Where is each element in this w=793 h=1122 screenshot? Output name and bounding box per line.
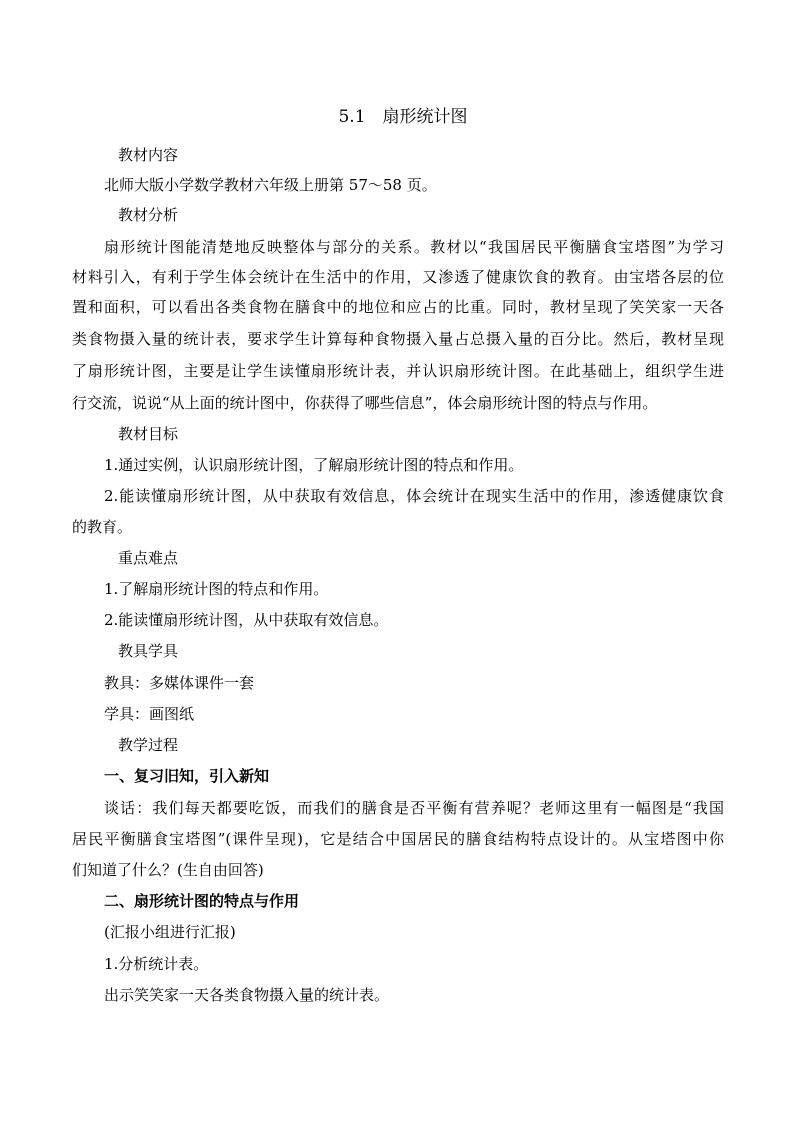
part-2-note: (汇报小组进行汇报) [104,923,236,941]
section-heading-goals: 教材目标 [118,425,179,443]
teacher-tools: 教具：多媒体课件一套 [104,674,255,692]
section-heading-tools: 教具学具 [118,642,179,660]
page-title: 5.1 扇形统计图 [338,107,468,127]
goal-item-2-continued: 的教育。 [72,518,133,536]
part-2-heading: 二、扇形统计图的特点与作用 [104,892,300,910]
section-heading-analysis: 教材分析 [118,206,179,224]
section-heading-process: 教学过程 [118,736,179,754]
goal-item-1: 1.通过实例，认识扇形统计图，了解扇形统计图的特点和作用。 [104,456,524,474]
goal-item-2: 2.能读懂扇形统计图，从中获取有效信息，体会统计在现实生活中的作用，渗透健康饮食 [104,487,724,505]
analysis-line-6: 行交流，说说“从上面的统计图中，你获得了哪些信息”，体会扇形统计图的特点与作用。 [72,394,658,412]
analysis-line-3: 置和面积，可以看出各类食物在膳食中的地位和应占的比重。同时，教材呈现了笑笑家一天各 [72,298,724,316]
content-text: 北师大版小学数学教材六年级上册第 57～58 页。 [104,176,437,194]
part-2-text: 出示笑笑家一天各类食物摄入量的统计表。 [104,986,390,1004]
part-1-line-3: 们知道了什么？(生自由回答) [72,861,264,879]
analysis-line-4: 类食物摄入量的统计表，要求学生计算每种食物摄入量占总摄入量的百分比。然后，教材呈现 [72,330,724,348]
part-2-item-1: 1.分析统计表。 [104,955,209,973]
part-1-heading: 一、复习旧知，引入新知 [104,767,270,785]
analysis-line-5: 了扇形统计图，主要是让学生读懂扇形统计表，并认识扇形统计图。在此基础上，组织学生进 [72,362,724,380]
student-tools: 学具：画图纸 [104,705,195,723]
part-1-line-2: 居民平衡膳食宝塔图”(课件呈现)，它是结合中国居民的膳食结构特点设计的。从宝塔图中你 [72,830,724,848]
analysis-line-1: 扇形统计图能清楚地反映整体与部分的关系。教材以“我国居民平衡膳食宝塔图”为学习 [104,238,724,256]
part-1-line-1: 谈话：我们每天都要吃饭，而我们的膳食是否平衡有营养呢？老师这里有一幅图是“我国 [104,799,724,817]
analysis-line-2: 材料引入，有利于学生体会统计在生活中的作用，又渗透了健康饮食的教育。由宝塔各层的位 [72,268,724,286]
key-point-item-1: 1.了解扇形统计图的特点和作用。 [104,580,329,598]
section-heading-key-points: 重点难点 [118,549,179,567]
key-point-item-2: 2.能读懂扇形统计图，从中获取有效信息。 [104,611,389,629]
section-heading-content: 教材内容 [118,146,179,164]
